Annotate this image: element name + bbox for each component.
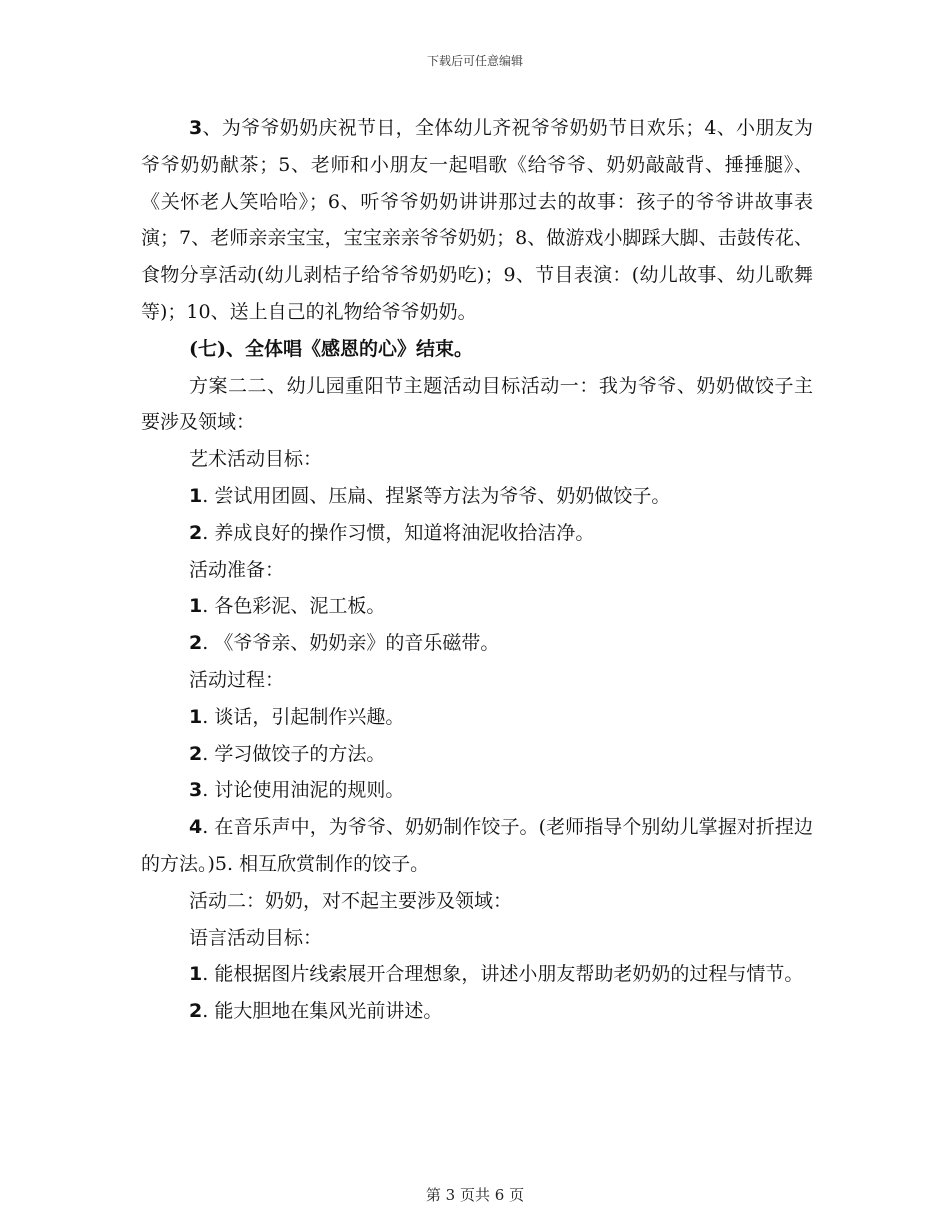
- item-number: 1: [189, 705, 203, 728]
- item-text: . 能根据图片线索展开合理想象，讲述小朋友帮助老奶奶的过程与情节。: [202, 963, 804, 986]
- item-number: 2: [189, 742, 203, 765]
- item-text: . 养成良好的操作习惯，知道将油泥收拾洁净。: [202, 521, 595, 544]
- paragraph-activity-two: 活动二：奶奶，对不起主要涉及领域：: [189, 889, 513, 912]
- list-item: [141, 515, 813, 552]
- paragraph-language-goals: 语言活动目标：: [189, 926, 323, 949]
- item-number: 1: [189, 595, 203, 618]
- item-number: 1: [189, 484, 203, 507]
- document-body: [141, 110, 813, 1030]
- item-text: . 学习做饺子的方法。: [202, 742, 386, 765]
- section-heading-7: (七)、全体唱《感恩的心》结束。: [189, 337, 473, 360]
- item-number: 4: [189, 816, 203, 839]
- item-text: . 讨论使用油泥的规则。: [202, 779, 405, 802]
- item-text: . 尝试用团圆、压扁、捏紧等方法为爷爷、奶奶做饺子。: [202, 484, 671, 507]
- paragraph-art-goals: 艺术活动目标：: [189, 448, 323, 471]
- item-text: . 能大胆地在集风光前讲述。: [202, 1000, 443, 1023]
- list-item: [141, 956, 813, 993]
- paragraph-preparation: 活动准备：: [189, 558, 285, 581]
- list-item: [141, 699, 813, 736]
- list-item: [141, 772, 813, 809]
- item-number: 1: [189, 963, 203, 986]
- item-text: . 《爷爷亲、奶奶亲》的音乐磁带。: [202, 632, 500, 655]
- list-item: [141, 993, 813, 1030]
- paragraph-plan-two: 方案二二、幼儿园重阳节主题活动目标活动一：我为爷爷、奶奶做饺子主要涉及领域：: [141, 374, 813, 434]
- paragraph-process: 活动过程：: [189, 668, 285, 691]
- list-item: [141, 809, 813, 883]
- list-item: [141, 625, 813, 662]
- item-text: . 谈话，引起制作兴趣。: [202, 705, 405, 728]
- item-text: . 在音乐声中，为爷爷、奶奶制作饺子。(老师指导个别幼儿掌握对折捏边的方法。)5. 相互欣赏制作的饺子。: [141, 816, 813, 875]
- page-header: 下载后可任意编辑: [426, 54, 523, 68]
- item-number: 3: [189, 779, 203, 802]
- item-number: 2: [189, 632, 203, 655]
- list-item: [141, 736, 813, 773]
- list-item: [141, 478, 813, 515]
- item-text: . 各色彩泥、泥工板。: [202, 595, 386, 618]
- page-footer: 第 3 页共 6 页: [425, 1186, 525, 1204]
- paragraph-text: 、为爷爷奶奶庆祝节日，全体幼儿齐祝爷爷奶奶节日欢乐；4、小朋友为爷爷奶奶献茶；5、老师和小朋友一起唱歌《给爷爷、奶奶敲敲背、捶捶腿》、《关怀老人笑哈哈》；6、听爷爷奶奶讲讲那过去的故事：孩子的爷爷讲故事表演；7、老师亲亲宝宝，宝宝亲亲爷爷奶奶；8、做游戏小脚踩大脚、击鼓传花、食物分享活动(幼儿剥桔子给爷爷奶奶吃)；9、节目表演：(幼儿故事、幼儿歌舞等)；10、送上自己的礼物给爷爷奶奶。: [141, 117, 813, 323]
- paragraph-celebration: [141, 110, 813, 331]
- item-number: 2: [189, 521, 203, 544]
- item-number: 2: [189, 1000, 203, 1023]
- item-number: 3: [189, 117, 203, 139]
- list-item: [141, 588, 813, 625]
